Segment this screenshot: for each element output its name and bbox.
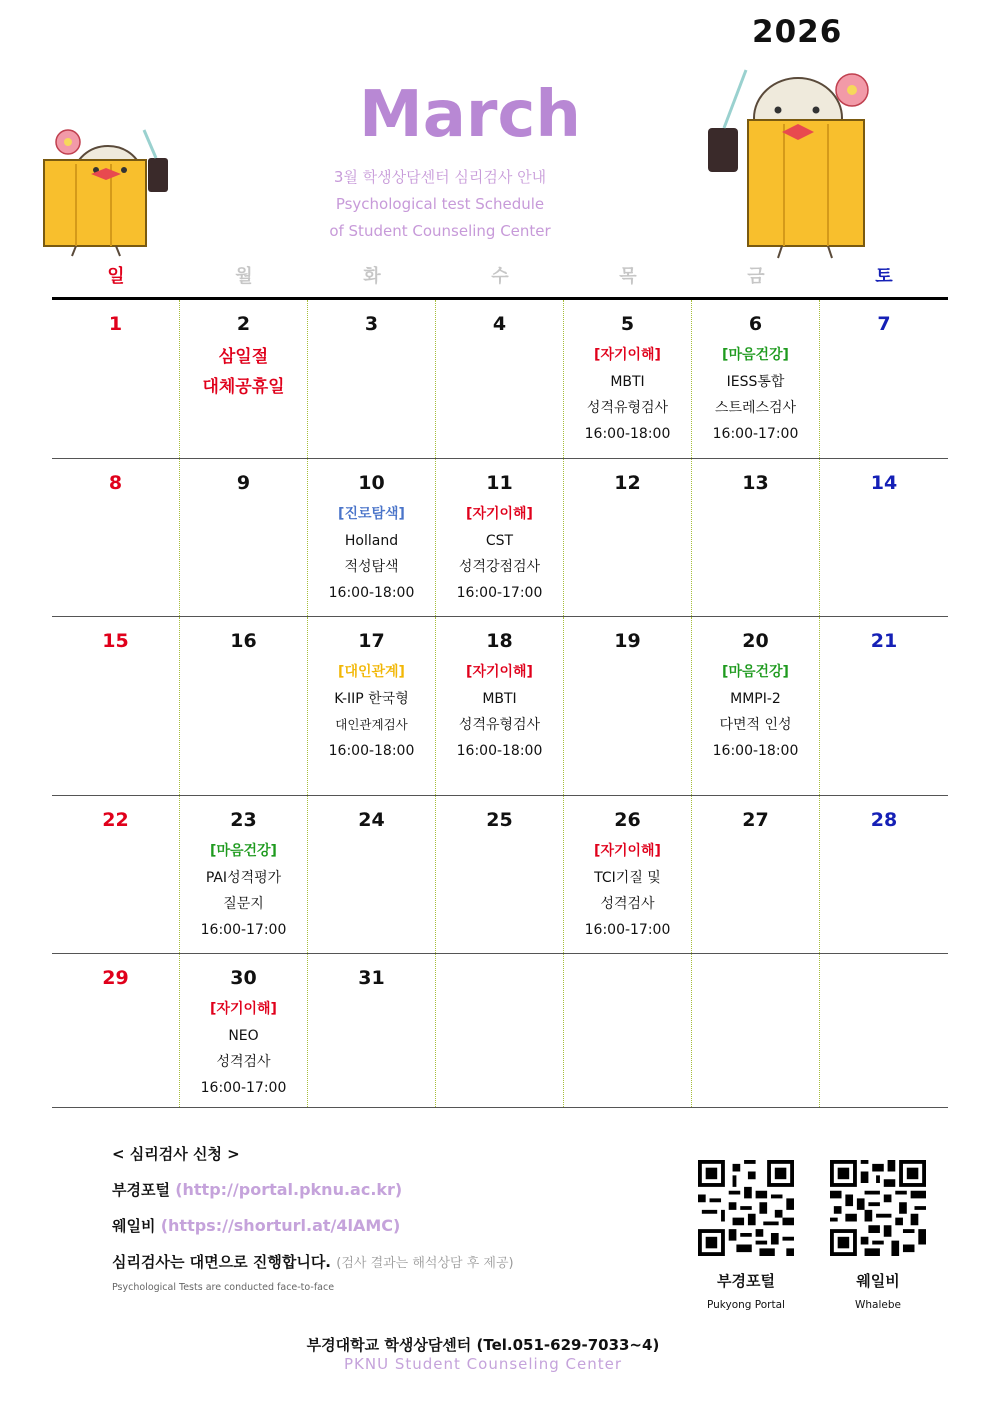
notice-text: 심리검사는 대면으로 진행합니다. — [112, 1253, 332, 1271]
event-name-line: NEO — [228, 1028, 259, 1044]
event-time: 16:00-17:00 — [200, 922, 287, 938]
day-number: 2 — [236, 313, 251, 335]
event-name-line: MBTI — [610, 374, 645, 390]
day-number — [692, 966, 819, 990]
event-name-line: MMPI-2 — [730, 691, 781, 707]
day-cell — [52, 617, 180, 795]
portal-row — [112, 1178, 514, 1202]
portal-link[interactable]: (http://portal.pknu.ac.kr) — [175, 1180, 403, 1199]
event-category-tag: [진로탐색] — [338, 506, 405, 522]
application-title: < 심리검사 신청 > — [112, 1145, 240, 1163]
day-cell — [308, 796, 436, 953]
event-name-line: 성격검사 — [600, 896, 655, 912]
day-number: 21 — [870, 630, 898, 652]
day-cell — [308, 954, 436, 1107]
weekday-sunday: 일 — [107, 266, 125, 287]
day-cell — [180, 300, 308, 458]
day-cell — [564, 954, 692, 1107]
day-cell — [692, 617, 820, 795]
day-cell — [436, 300, 564, 458]
notice-parenthetical: (검사 결과는 해석상담 후 제공) — [336, 1256, 514, 1271]
day-cell — [436, 459, 564, 616]
qr-code-icon — [698, 1160, 794, 1256]
weekday-tuesday: 화 — [363, 266, 381, 287]
event-name-line: 성격유형검사 — [586, 400, 669, 416]
event-time: 16:00-18:00 — [456, 743, 543, 759]
event-time: 16:00-18:00 — [328, 743, 415, 759]
event-name-line: CST — [485, 533, 514, 549]
subtitle-english-2: of Student Counseling Center — [329, 222, 551, 240]
event-category-tag: [자기이해] — [466, 664, 533, 680]
holiday-label — [180, 342, 307, 402]
weekday-thursday: 목 — [619, 266, 637, 287]
test-event — [308, 501, 435, 606]
day-number: 24 — [358, 809, 385, 831]
day-cell — [52, 300, 180, 458]
event-time: 16:00-17:00 — [712, 426, 799, 442]
day-cell — [692, 300, 820, 458]
test-event — [692, 342, 819, 447]
day-number: 10 — [358, 472, 385, 494]
day-cell — [692, 459, 820, 616]
day-number: 29 — [102, 967, 129, 989]
day-cell — [180, 617, 308, 795]
day-cell — [820, 300, 948, 458]
day-cell — [180, 954, 308, 1107]
day-number: 14 — [870, 472, 898, 494]
qr-whalebe[interactable] — [830, 1160, 926, 1312]
day-number: 22 — [102, 809, 129, 831]
calendar-grid — [52, 297, 948, 1108]
event-name-line: 다면적 인성 — [719, 717, 792, 733]
day-cell — [692, 796, 820, 953]
weekday-monday: 월 — [235, 266, 253, 287]
event-name-line: 대인관계검사 — [335, 717, 408, 732]
holiday-line: 대체공휴일 — [202, 377, 285, 397]
weekday-header — [52, 262, 948, 288]
day-cell — [308, 617, 436, 795]
year-label: 2026 — [752, 14, 843, 50]
test-event — [564, 838, 691, 943]
event-name-line: 성격검사 — [216, 1054, 271, 1070]
weekday-friday: 금 — [747, 266, 765, 287]
event-time: 16:00-18:00 — [712, 743, 799, 759]
event-time: 16:00-17:00 — [584, 922, 671, 938]
event-time: 16:00-17:00 — [200, 1080, 287, 1096]
week-row — [52, 617, 948, 796]
application-info — [112, 1142, 514, 1312]
test-event — [436, 501, 563, 606]
day-cell — [52, 796, 180, 953]
day-cell — [436, 954, 564, 1107]
week-row — [52, 796, 948, 954]
day-cell — [308, 459, 436, 616]
day-number: 20 — [742, 630, 769, 652]
qr-portal[interactable] — [698, 1160, 794, 1312]
day-number: 7 — [877, 313, 891, 335]
day-cell — [180, 796, 308, 953]
day-number: 11 — [486, 472, 513, 494]
day-number: 25 — [486, 809, 513, 831]
test-event — [180, 838, 307, 943]
footer-center-name: PKNU Student Counseling Center — [344, 1355, 622, 1373]
subtitle-korean: 3월 학생상담센터 심리검사 안내 — [333, 168, 547, 186]
qr-portal-label: 부경포털 — [717, 1272, 775, 1290]
whalebe-link[interactable]: (https://shorturl.at/4lAMC) — [160, 1216, 401, 1235]
test-event — [436, 659, 563, 764]
event-name-line: PAI성격평가 — [205, 870, 282, 886]
day-number: 23 — [230, 809, 257, 831]
footer-contact: 부경대학교 학생상담센터 (Tel.051-629-7033~4) — [306, 1336, 660, 1354]
subtitle-english-1: Psychological test Schedule — [335, 195, 545, 213]
test-event — [564, 342, 691, 447]
event-name-line: IESS통합 — [726, 374, 785, 390]
event-category-tag: [자기이해] — [594, 843, 661, 859]
holiday-line: 삼일절 — [218, 347, 269, 367]
event-category-tag: [자기이해] — [210, 1001, 277, 1017]
qr-portal-sublabel: Pukyong Portal — [707, 1299, 785, 1311]
month-title: March — [359, 78, 581, 152]
whalebe-row — [112, 1214, 514, 1238]
mascot-right-illustration — [700, 66, 890, 261]
test-event — [308, 659, 435, 764]
weekday-wednesday: 수 — [491, 266, 509, 287]
day-cell — [52, 459, 180, 616]
day-number — [820, 966, 948, 990]
footer — [0, 1334, 966, 1373]
notice-english: Psychological Tests are conducted face-to-face — [112, 1282, 335, 1293]
day-number: 8 — [108, 472, 123, 494]
event-category-tag: [자기이해] — [594, 347, 661, 363]
event-category-tag: [자기이해] — [466, 506, 533, 522]
event-name-line: TCI기질 및 — [594, 870, 661, 886]
qr-whalebe-sublabel: Whalebe — [855, 1299, 901, 1311]
event-category-tag: [마음건강] — [722, 664, 789, 680]
day-number — [436, 966, 563, 990]
day-cell — [564, 796, 692, 953]
event-time: 16:00-17:00 — [456, 585, 543, 601]
event-name-line: 성격유형검사 — [458, 717, 541, 733]
weekday-saturday: 토 — [875, 266, 893, 287]
event-category-tag: [마음건강] — [722, 347, 789, 363]
week-row — [52, 954, 948, 1108]
day-cell — [564, 617, 692, 795]
event-name-line: MBTI — [482, 691, 517, 707]
event-category-tag: [대인관계] — [338, 664, 405, 680]
whalebe-label: 웨일비 — [112, 1217, 156, 1235]
portal-label: 부경포털 — [112, 1181, 170, 1199]
day-cell — [820, 459, 948, 616]
day-cell — [308, 300, 436, 458]
notice-row — [112, 1250, 514, 1276]
week-row — [52, 300, 948, 459]
event-time: 16:00-18:00 — [584, 426, 671, 442]
day-cell — [820, 954, 948, 1107]
qr-whalebe-label: 웨일비 — [856, 1272, 900, 1290]
day-number: 4 — [492, 313, 507, 335]
day-number: 12 — [614, 472, 641, 494]
day-cell — [436, 796, 564, 953]
day-cell — [564, 459, 692, 616]
event-name-line: 스트레스검사 — [714, 400, 797, 416]
event-name-line: Holland — [344, 533, 399, 549]
event-category-tag: [마음건강] — [210, 843, 277, 859]
day-cell — [820, 796, 948, 953]
day-number: 16 — [230, 630, 257, 652]
day-number: 31 — [358, 967, 385, 989]
test-event — [180, 996, 307, 1101]
day-number: 30 — [230, 967, 257, 989]
day-number: 9 — [236, 472, 251, 494]
day-number: 13 — [742, 472, 769, 494]
day-number: 6 — [748, 313, 763, 335]
day-cell — [180, 459, 308, 616]
day-number: 15 — [102, 630, 129, 652]
qr-code-icon — [830, 1160, 926, 1256]
day-number: 17 — [358, 630, 385, 652]
event-name-line: 적성탐색 — [344, 559, 399, 575]
week-row — [52, 459, 948, 617]
test-event — [692, 659, 819, 764]
event-name-line: K-IIP 한국형 — [334, 691, 409, 707]
day-number: 19 — [614, 630, 641, 652]
day-number: 5 — [620, 313, 635, 335]
day-cell — [820, 617, 948, 795]
event-time: 16:00-18:00 — [328, 585, 415, 601]
day-cell — [436, 617, 564, 795]
day-number: 27 — [742, 809, 769, 831]
event-name-line: 성격강점검사 — [458, 559, 541, 575]
day-cell — [564, 300, 692, 458]
day-number: 1 — [108, 313, 123, 335]
day-number: 18 — [486, 630, 513, 652]
day-number — [564, 966, 691, 990]
day-number: 3 — [364, 313, 379, 335]
event-name-line: 질문지 — [223, 896, 264, 912]
day-number: 28 — [870, 809, 898, 831]
mascot-left-illustration — [36, 124, 176, 259]
day-number: 26 — [614, 809, 641, 831]
day-cell — [692, 954, 820, 1107]
day-cell — [52, 954, 180, 1107]
